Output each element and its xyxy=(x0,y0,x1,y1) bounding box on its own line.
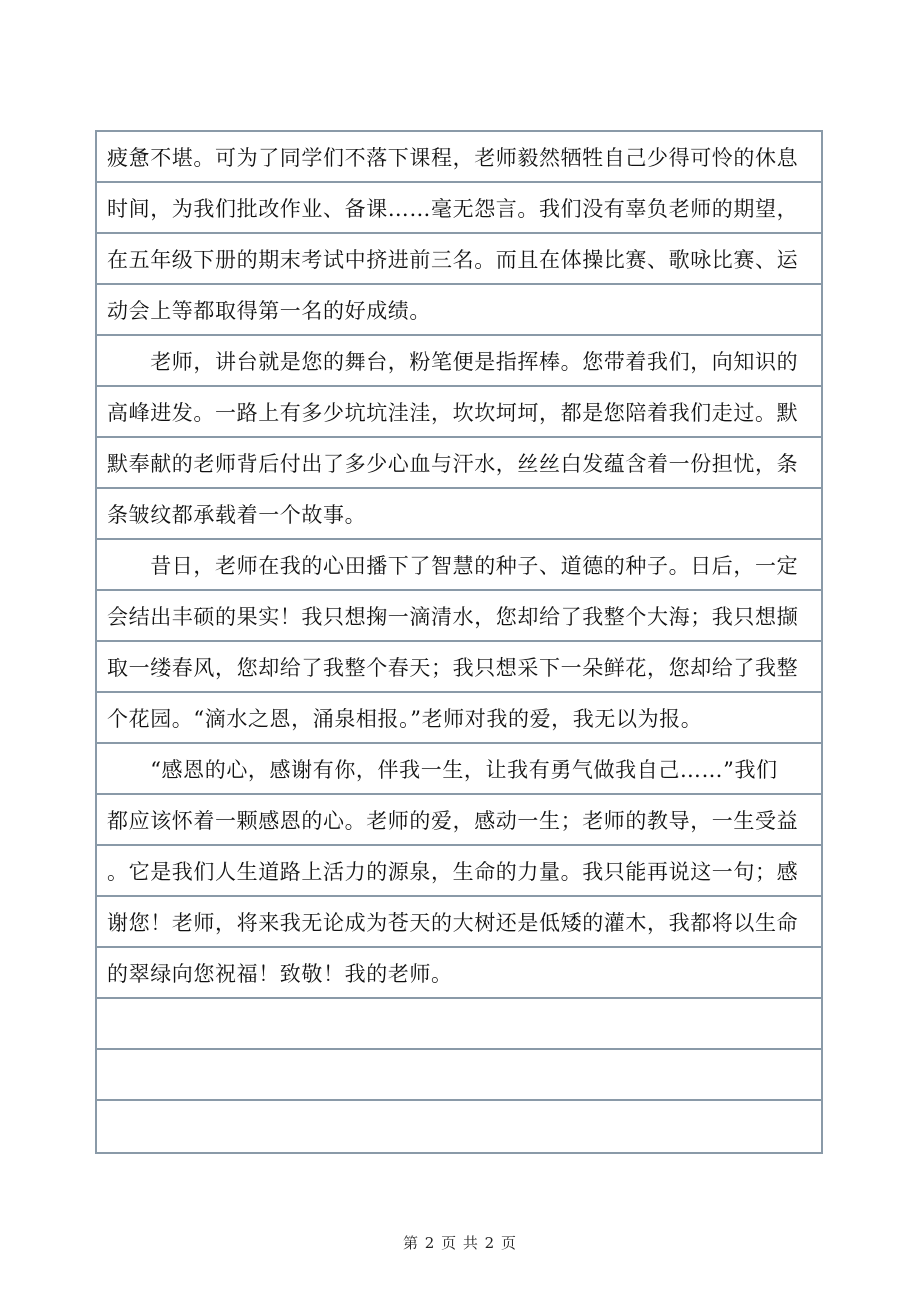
text-line: 个花园。“滴水之恩，涌泉相报。”老师对我的爱，我无以为报。 xyxy=(97,693,821,744)
lined-writing-sheet xyxy=(95,130,823,1154)
text-line: 都应该怀着一颗感恩的心。老师的爱，感动一生；老师的教导，一生受益 xyxy=(97,795,821,846)
text-line: 老师，讲台就是您的舞台，粉笔便是指挥棒。您带着我们，向知识的 xyxy=(97,336,821,387)
text-line: 会结出丰硕的果实！我只想掬一滴清水，您却给了我整个大海；我只想撷 xyxy=(97,591,821,642)
empty-line xyxy=(97,1101,821,1152)
empty-line xyxy=(97,999,821,1050)
empty-line xyxy=(97,1050,821,1101)
text-line: 昔日，老师在我的心田播下了智慧的种子、道德的种子。日后，一定 xyxy=(97,540,821,591)
text-line: 取一缕春风，您却给了我整个春天；我只想采下一朵鲜花，您却给了我整 xyxy=(97,642,821,693)
text-line: 在五年级下册的期末考试中挤进前三名。而且在体操比赛、歌咏比赛、运 xyxy=(97,234,821,285)
text-line: 动会上等都取得第一名的好成绩。 xyxy=(97,285,821,336)
text-line: 谢您！老师，将来我无论成为苍天的大树还是低矮的灌木，我都将以生命 xyxy=(97,897,821,948)
text-line: 条皱纹都承载着一个故事。 xyxy=(97,489,821,540)
text-line: 。它是我们人生道路上活力的源泉，生命的力量。我只能再说这一句；感 xyxy=(97,846,821,897)
text-line: 高峰进发。一路上有多少坑坑洼洼，坎坎坷坷，都是您陪着我们走过。默 xyxy=(97,387,821,438)
text-line: 的翠绿向您祝福！致敬！我的老师。 xyxy=(97,948,821,999)
text-line: 时间，为我们批改作业、备课……毫无怨言。我们没有辜负老师的期望， xyxy=(97,183,821,234)
text-line: 默奉献的老师背后付出了多少心血与汗水，丝丝白发蕴含着一份担忧，条 xyxy=(97,438,821,489)
page-number-footer: 第 2 页 共 2 页 xyxy=(403,1234,517,1252)
text-line: 疲惫不堪。可为了同学们不落下课程，老师毅然牺牲自己少得可怜的休息 xyxy=(97,132,821,183)
text-line: “感恩的心，感谢有你，伴我一生，让我有勇气做我自己……”我们 xyxy=(97,744,821,795)
